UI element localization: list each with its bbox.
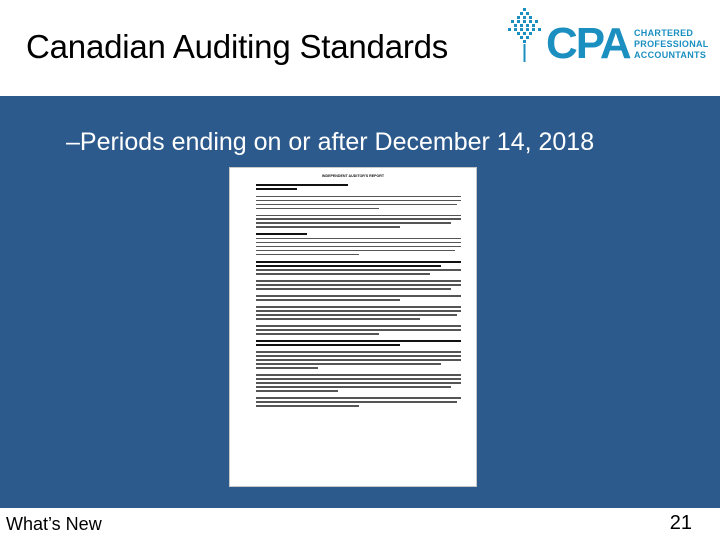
slide-footer <box>0 508 720 540</box>
cpa-wordmark: CPA <box>546 19 630 68</box>
report-gap <box>256 190 461 193</box>
report-text-line <box>256 329 461 331</box>
report-text-line <box>256 401 457 403</box>
tagline-line: ACCOUNTANTS <box>634 50 707 60</box>
report-gap <box>256 320 461 323</box>
tagline-line: PROFESSIONAL <box>634 39 709 49</box>
report-text-line <box>256 363 441 365</box>
maple-leaf-icon <box>506 6 544 64</box>
report-text-line <box>256 382 461 384</box>
slide-title: Canadian Auditing Standards <box>26 28 449 65</box>
slide-header <box>0 0 720 96</box>
report-text-line <box>256 351 461 353</box>
report-text-line <box>256 325 461 327</box>
cpa-logo <box>506 6 716 76</box>
report-text-line <box>256 310 461 312</box>
report-text-line <box>256 250 455 252</box>
report-gap <box>256 392 461 395</box>
report-text-line <box>256 306 461 308</box>
report-text-line <box>256 378 461 380</box>
report-text-line <box>256 359 461 361</box>
report-text-line <box>256 386 451 388</box>
report-text-line <box>256 355 461 357</box>
report-gap <box>256 369 461 372</box>
report-text-line <box>256 397 461 399</box>
report-gap <box>256 346 461 349</box>
cpa-tagline <box>634 28 709 61</box>
report-text-line <box>256 215 461 217</box>
report-text-lines <box>256 182 461 407</box>
report-text-line <box>256 200 461 202</box>
report-text-line <box>256 284 461 286</box>
report-gap <box>256 209 461 212</box>
tagline-line: CHARTERED <box>634 28 694 38</box>
report-heading: INDEPENDENT AUDITOR'S REPORT <box>321 174 385 178</box>
report-text-line <box>256 280 461 282</box>
report-gap <box>256 290 461 293</box>
report-text-line <box>256 405 359 407</box>
report-text-line <box>256 246 461 248</box>
report-text-line <box>256 374 461 376</box>
report-text-line <box>256 269 461 271</box>
report-text-line <box>256 184 348 186</box>
report-text-line <box>256 204 457 206</box>
report-text-line <box>256 265 441 267</box>
report-text-line <box>256 340 461 342</box>
page-number: 21 <box>669 512 692 534</box>
report-text-line <box>256 233 307 235</box>
report-text-line <box>256 238 461 240</box>
report-gap <box>256 228 461 231</box>
report-gap <box>256 335 461 338</box>
slide-subtitle: –Periods ending on or after December 14, 2018 <box>66 128 595 156</box>
auditor-report-image <box>230 168 476 486</box>
report-text-line <box>256 242 461 244</box>
report-text-line <box>256 218 461 220</box>
report-text-line <box>256 314 457 316</box>
footer-section-label: What’s New <box>6 514 102 534</box>
report-gap <box>256 275 461 278</box>
report-text-line <box>256 222 451 224</box>
report-text-line <box>256 295 461 297</box>
report-gap <box>256 255 461 258</box>
report-text-line <box>256 196 461 198</box>
report-text-line <box>256 261 461 263</box>
report-gap <box>256 301 461 304</box>
